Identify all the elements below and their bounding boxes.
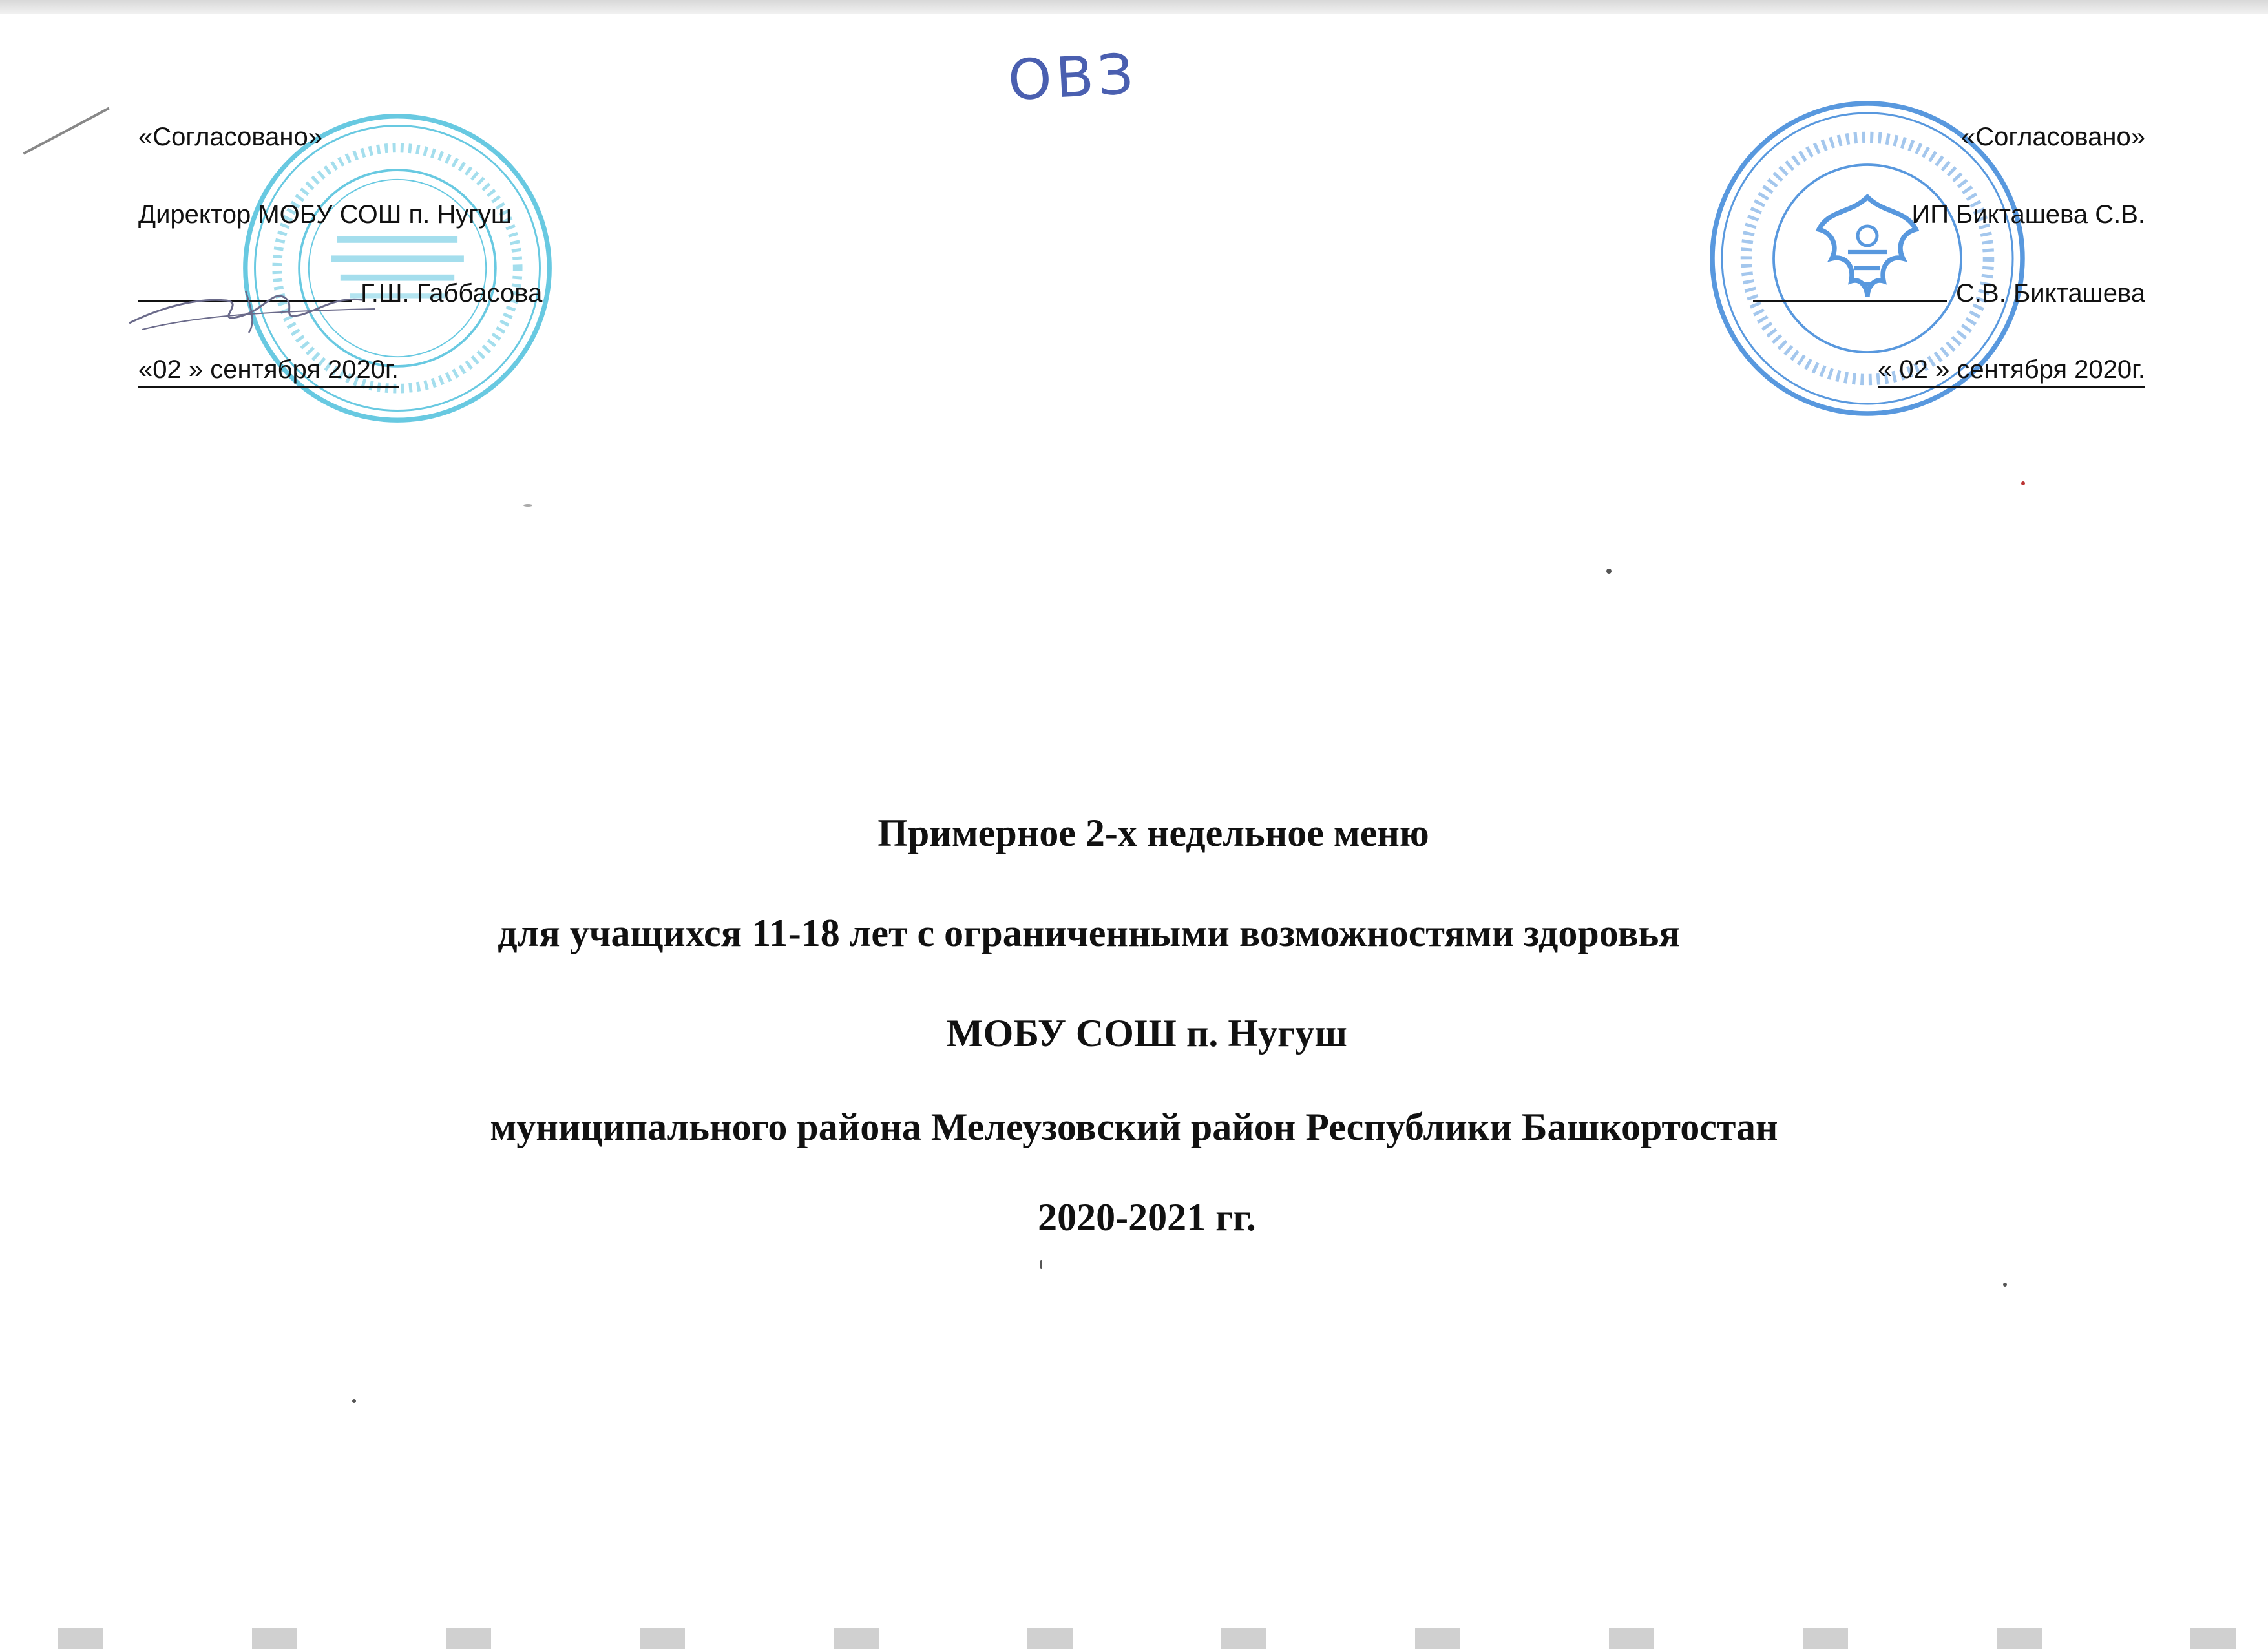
scan-speck (2021, 481, 2025, 485)
scan-bottom-noise (0, 1628, 2268, 1649)
right-approval-signature-row (1753, 279, 2145, 308)
scan-speck (1606, 569, 1612, 574)
title-line-1: Примерное 2-х недельное меню (877, 812, 1429, 854)
scan-speck (352, 1399, 356, 1403)
left-approval-signatory: Г.Ш. Габбасова (361, 279, 543, 308)
title-line-4: муниципального района Мелеузовский район Республики Башкортостан (490, 1106, 1778, 1148)
left-approval-position: Директор МОБУ СОШ п. Нугуш (138, 200, 512, 229)
handwritten-note: ОВЗ (1006, 41, 1139, 114)
title-line-5: 2020-2021 гг. (1038, 1196, 1256, 1239)
scan-speck (523, 504, 532, 507)
left-approval-heading: «Согласовано» (138, 123, 322, 151)
handwritten-signature (116, 271, 388, 342)
title-line-3: МОБУ СОШ п. Нугуш (947, 1012, 1347, 1055)
right-approval-date: « 02 » сентября 2020г. (1878, 355, 2145, 388)
scan-speck (2003, 1283, 2007, 1287)
title-line-2: для учащихся 11-18 лет с ограниченными возможностями здоровья (498, 912, 1680, 954)
right-approval-position: ИП Бикташева С.В. (1911, 200, 2145, 229)
right-approval-signatory: С.В. Бикташева (1956, 279, 2145, 308)
signature-line (1753, 300, 1947, 302)
scan-scratch-mark (23, 107, 112, 161)
right-approval-block (1693, 123, 2145, 426)
right-approval-heading: «Согласовано» (1961, 123, 2145, 151)
scan-top-border (0, 0, 2268, 14)
scan-speck (1040, 1260, 1042, 1269)
left-approval-date: «02 » сентября 2020г. (138, 355, 399, 388)
